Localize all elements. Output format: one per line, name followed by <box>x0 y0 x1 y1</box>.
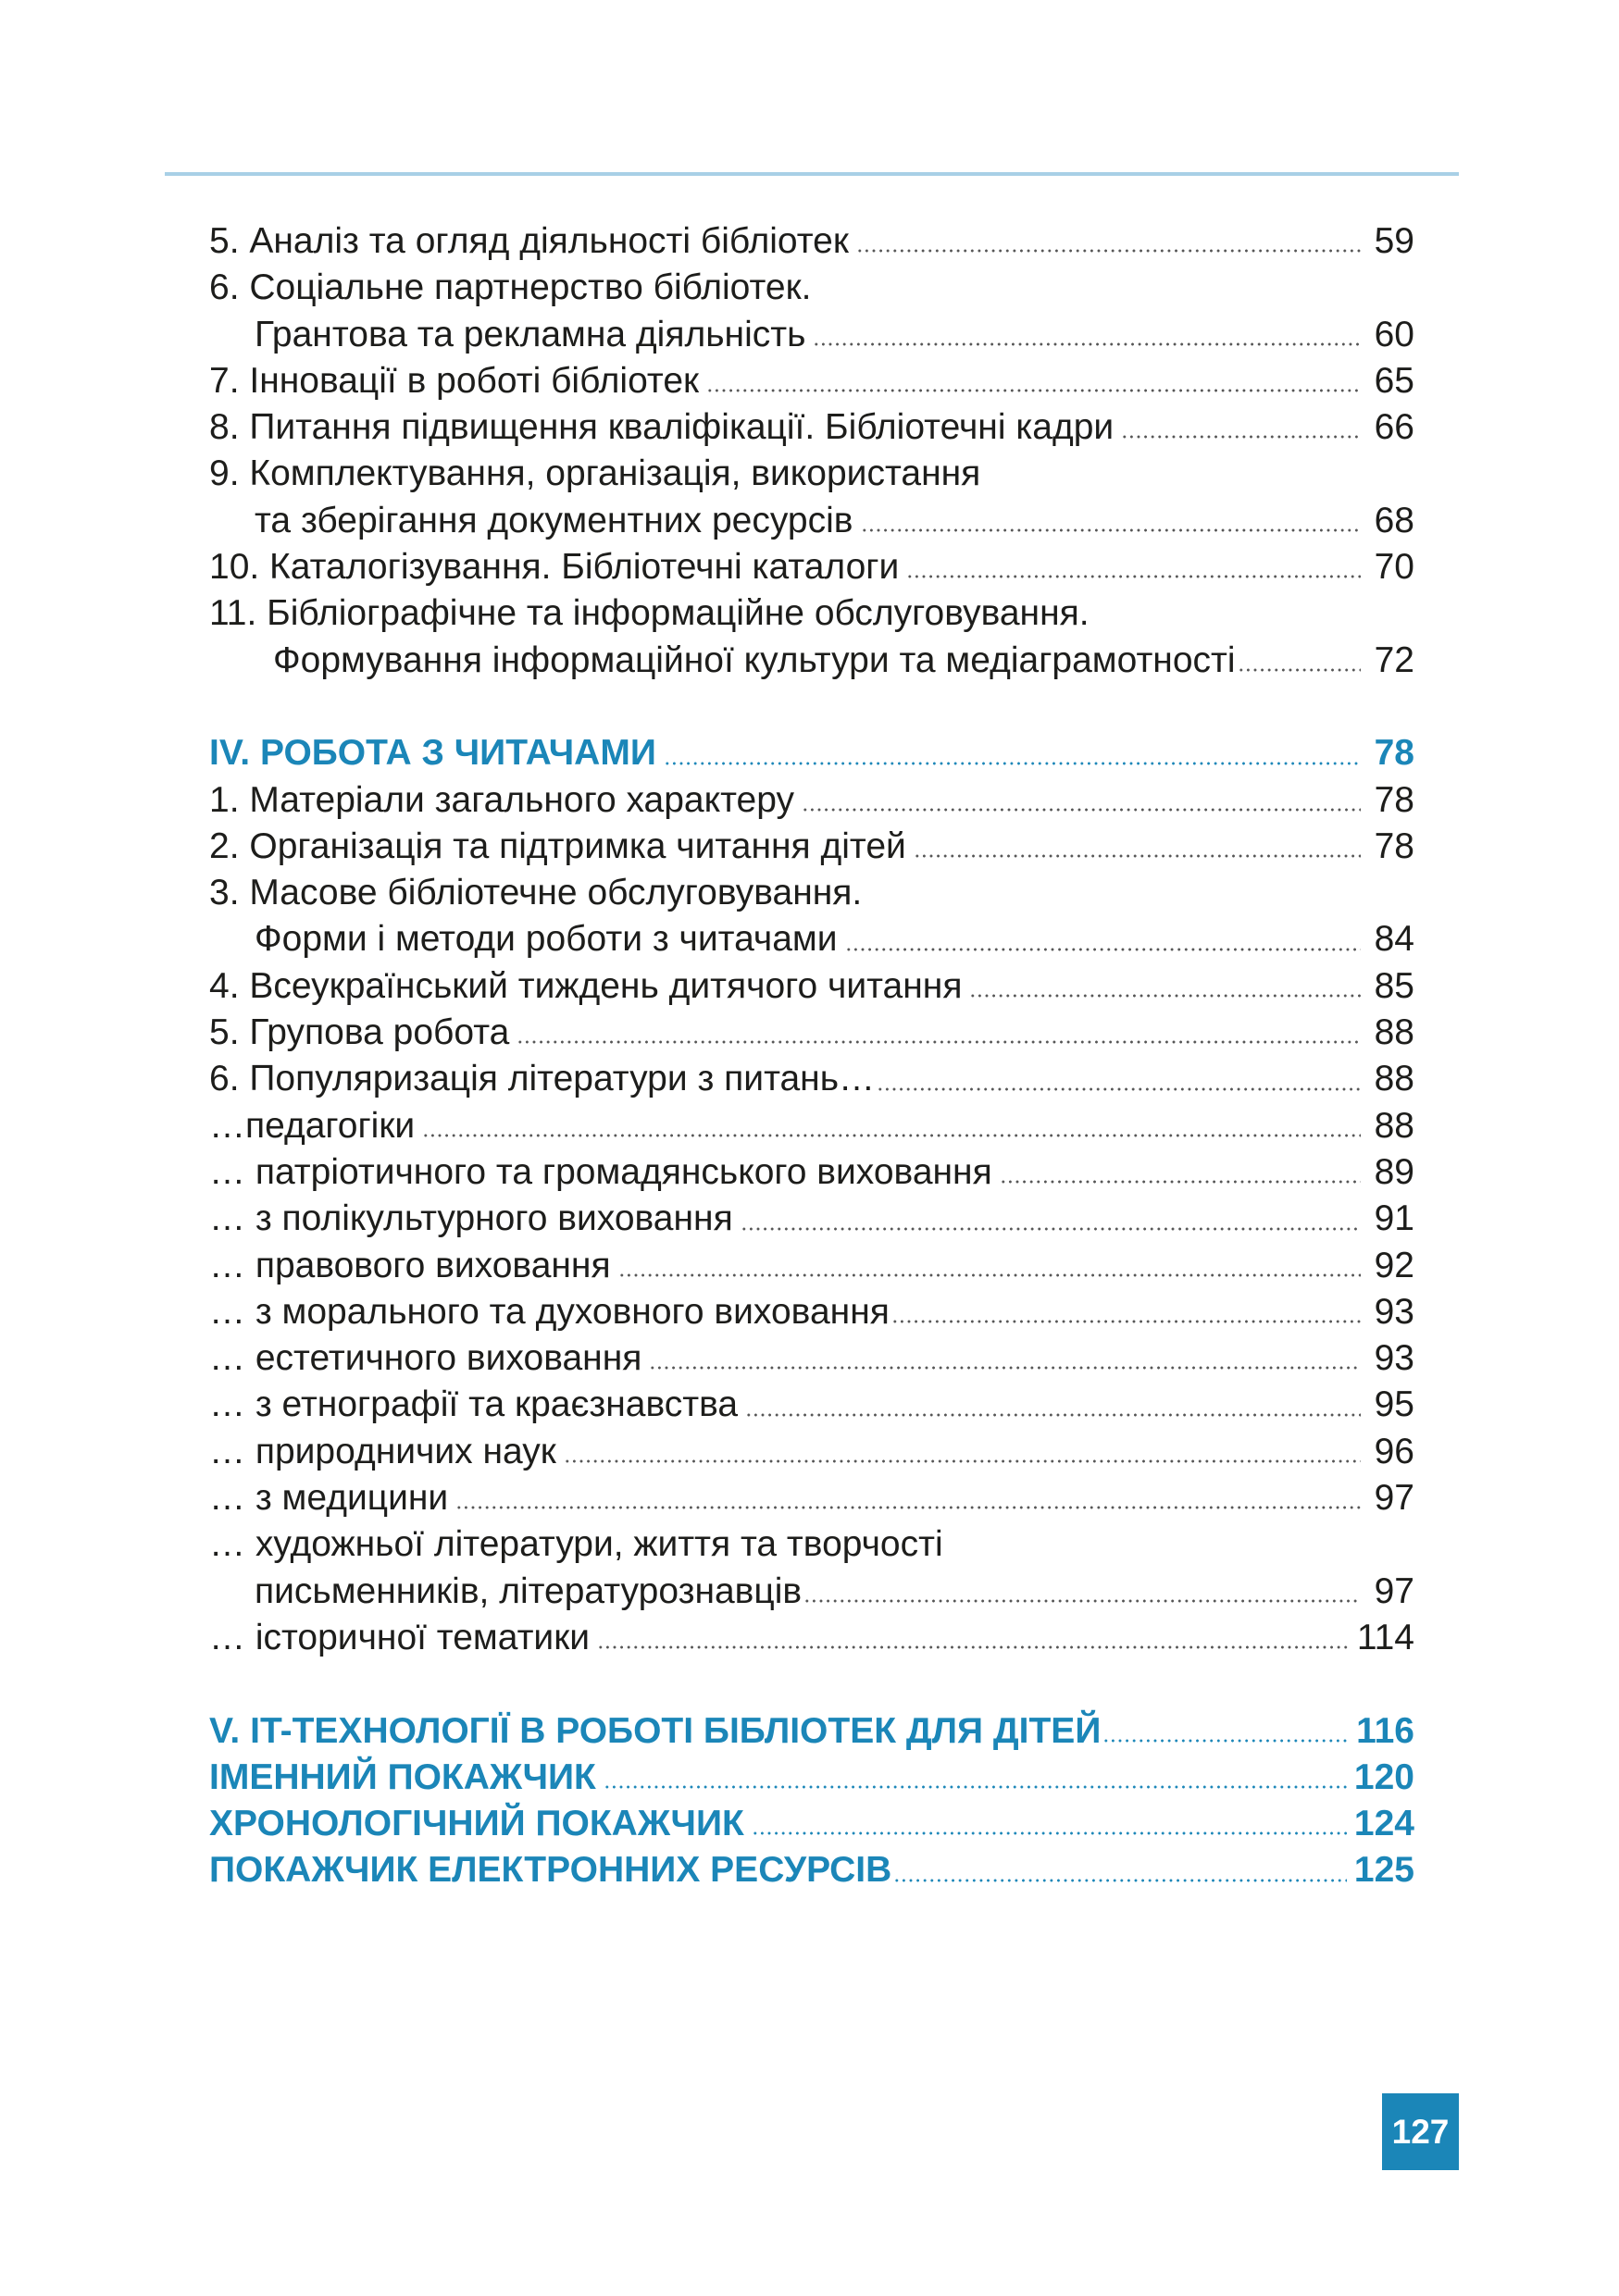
toc-entry-label: … з морального та духовного виховання <box>209 1291 890 1332</box>
toc-entry-label: Форми і методи роботи з читачами <box>255 919 838 960</box>
toc-entry-page: 85 <box>1374 965 1414 1006</box>
dot-leader <box>745 1410 1361 1420</box>
toc-entry-page: 78 <box>1374 779 1414 820</box>
toc-entry-page: 65 <box>1374 360 1414 401</box>
section-heading-page: 78 <box>1374 733 1414 774</box>
toc-entry-continuation[interactable] <box>209 638 1414 684</box>
toc-entry-label: 5. Групова робота <box>209 1012 510 1053</box>
toc-entry[interactable] <box>209 1196 1414 1242</box>
toc-entry-label: Грантова та рекламна діяльність <box>255 314 806 354</box>
toc-entry[interactable] <box>209 777 1414 824</box>
toc-entry-page: 95 <box>1374 1384 1414 1425</box>
toc-entry[interactable] <box>209 1056 1414 1102</box>
toc-entry-page: 88 <box>1374 1012 1414 1053</box>
dot-leader <box>914 851 1361 861</box>
toc-entry-page: 68 <box>1374 500 1414 540</box>
toc-section-heading[interactable] <box>209 730 1414 776</box>
dot-leader <box>845 945 1361 954</box>
toc-entry-page: 84 <box>1374 919 1414 960</box>
toc-entry[interactable] <box>209 404 1414 451</box>
toc-entry[interactable] <box>209 218 1414 265</box>
toc-entry-page: 89 <box>1374 1151 1414 1192</box>
toc-entry-label: 6. Популяризація літератури з питань… <box>209 1059 876 1099</box>
toc-entry[interactable] <box>209 1615 1414 1661</box>
toc-entry[interactable] <box>209 1475 1414 1521</box>
toc-entry[interactable] <box>209 265 1414 311</box>
toc-section-heading[interactable] <box>209 1847 1414 1893</box>
dot-leader <box>856 246 1361 255</box>
toc-entry-page: 66 <box>1374 407 1414 448</box>
toc-entry-page: 59 <box>1374 221 1414 261</box>
section-heading-label: IV. РОБОТА З ЧИТАЧАМИ <box>209 733 656 774</box>
dot-leader <box>813 340 1361 349</box>
toc-entry-page: 93 <box>1374 1338 1414 1379</box>
toc-entry[interactable] <box>209 1382 1414 1428</box>
toc-entry-label: Формування інформаційної культури та медіаграмотності <box>273 639 1236 680</box>
toc-entry-label: … з етнографії та краєзнавства <box>209 1384 739 1425</box>
toc-entry[interactable] <box>209 590 1414 637</box>
toc-entry[interactable] <box>209 1243 1414 1289</box>
dot-leader <box>1000 1177 1361 1186</box>
toc-entry[interactable] <box>209 544 1414 590</box>
toc-entry-label: та зберігання документних ресурсів <box>255 500 853 540</box>
section-heading-page: 120 <box>1353 1756 1414 1797</box>
toc-entry-label: 2. Організація та підтримка читання дітей <box>209 825 906 866</box>
dot-leader <box>597 1643 1350 1652</box>
spacer <box>209 684 1414 730</box>
dot-leader <box>618 1271 1361 1280</box>
dot-leader <box>861 526 1361 535</box>
toc-entry-label: … патріотичного та громадянського виховання <box>209 1151 992 1192</box>
section-heading-label: ІМЕННИЙ ПОКАЖЧИК <box>209 1756 596 1797</box>
toc-entry-label: 10. Каталогізування. Бібліотечні каталоги <box>209 547 900 588</box>
toc-entry-label: …педагогіки <box>209 1105 416 1146</box>
section-heading-page: 124 <box>1353 1804 1414 1844</box>
toc-section-heading[interactable] <box>209 1755 1414 1801</box>
toc-entry-label: … правового виховання <box>209 1245 611 1285</box>
dot-leader <box>802 805 1361 814</box>
toc-entry[interactable] <box>209 1429 1414 1475</box>
spacer <box>209 1661 1414 1707</box>
section-heading-label: ХРОНОЛОГІЧНИЙ ПОКАЖЧИК <box>209 1804 744 1844</box>
toc-section-heading[interactable] <box>209 1708 1414 1755</box>
toc-entry[interactable] <box>209 358 1414 404</box>
section-heading-label: V. IT-ТЕХНОЛОГІЇ В РОБОТІ БІБЛІОТЕК ДЛЯ ДІТЕЙ <box>209 1710 1102 1751</box>
dot-leader <box>649 1363 1361 1372</box>
toc-entry-continuation[interactable] <box>209 916 1414 962</box>
dot-leader <box>664 759 1361 768</box>
toc-entry[interactable] <box>209 1103 1414 1149</box>
toc-entry-label: 6. Соціальне партнерство бібліотек. <box>209 267 812 308</box>
toc-entry[interactable] <box>209 1149 1414 1196</box>
page-number-badge <box>1382 2093 1459 2170</box>
toc-entry-page: 97 <box>1374 1478 1414 1519</box>
dot-leader <box>455 1503 1361 1512</box>
toc-entry-label: 4. Всеукраїнський тиждень дитячого читання <box>209 965 963 1006</box>
dot-leader <box>906 572 1361 581</box>
dot-leader <box>422 1131 1361 1140</box>
toc-entry-label: 1. Матеріали загального характеру <box>209 779 794 820</box>
toc-entry[interactable] <box>209 963 1414 1010</box>
dot-leader <box>1121 432 1361 441</box>
dot-leader <box>891 1317 1361 1326</box>
section-heading-label: ПОКАЖЧИК ЕЛЕКТРОННИХ РЕСУРСІВ <box>209 1850 892 1891</box>
toc-section-heading[interactable] <box>209 1801 1414 1847</box>
toc-entry[interactable] <box>209 1289 1414 1335</box>
toc-entry-label: письменників, літературознавців <box>255 1570 803 1611</box>
toc-entry[interactable] <box>209 1335 1414 1382</box>
toc-entry-label: … з полікультурного виховання <box>209 1198 733 1239</box>
toc-entry-label: … історичної тематики <box>209 1617 591 1657</box>
toc-entry-page: 88 <box>1374 1059 1414 1099</box>
dot-leader <box>1102 1736 1349 1745</box>
toc-entry[interactable] <box>209 824 1414 870</box>
toc-entry-page: 88 <box>1374 1105 1414 1146</box>
toc-entry-continuation[interactable] <box>209 498 1414 544</box>
page-number: 127 <box>1391 2112 1450 2151</box>
dot-leader <box>564 1457 1361 1466</box>
section-heading-page: 116 <box>1356 1710 1414 1751</box>
dot-leader <box>1238 665 1361 675</box>
toc-entry[interactable] <box>209 1521 1414 1568</box>
dot-leader <box>803 1596 1361 1606</box>
toc-entry-page: 114 <box>1356 1617 1414 1657</box>
toc-entry-label: 9. Комплектування, організація, використання <box>209 453 981 494</box>
dot-leader <box>877 1085 1361 1094</box>
toc-entry-page: 72 <box>1374 639 1414 680</box>
toc-entry-label: 3. Масове бібліотечне обслуговування. <box>209 873 863 913</box>
section-heading-page: 125 <box>1353 1850 1414 1891</box>
dot-leader <box>604 1782 1347 1792</box>
header-rule <box>165 172 1459 176</box>
toc-entry-label: 5. Аналіз та огляд діяльності бібліотек <box>209 221 849 261</box>
toc-entry-continuation[interactable] <box>209 312 1414 358</box>
toc-entry-page: 97 <box>1374 1570 1414 1611</box>
toc-entry-page: 96 <box>1374 1431 1414 1471</box>
table-of-contents <box>209 218 1414 1894</box>
dot-leader <box>969 991 1361 1000</box>
toc-entry-label: … художньої літератури, життя та творчості <box>209 1524 943 1565</box>
toc-entry-page: 92 <box>1374 1245 1414 1285</box>
dot-leader <box>706 386 1361 395</box>
toc-entry-label: … з медицини <box>209 1478 449 1519</box>
toc-entry-continuation[interactable] <box>209 1569 1414 1615</box>
toc-entry[interactable] <box>209 451 1414 497</box>
toc-entry-label: … природничих наук <box>209 1431 556 1471</box>
dot-leader <box>752 1829 1347 1838</box>
toc-entry-page: 70 <box>1374 547 1414 588</box>
toc-entry-page: 93 <box>1374 1291 1414 1332</box>
toc-entry[interactable] <box>209 870 1414 916</box>
toc-entry-label: … естетичного виховання <box>209 1338 642 1379</box>
toc-entry-label: 11. Бібліографічне та інформаційне обслуговування. <box>209 593 1090 634</box>
toc-entry-page: 91 <box>1374 1198 1414 1239</box>
dot-leader <box>517 1037 1361 1047</box>
toc-entry-page: 78 <box>1374 825 1414 866</box>
dot-leader <box>893 1876 1347 1885</box>
toc-entry-page: 60 <box>1374 314 1414 354</box>
toc-entry-label: 7. Інновації в роботі бібліотек <box>209 360 700 401</box>
toc-entry-label: 8. Питання підвищення кваліфікації. Бібліотечні кадри <box>209 407 1115 448</box>
toc-entry[interactable] <box>209 1010 1414 1056</box>
dot-leader <box>741 1224 1361 1234</box>
